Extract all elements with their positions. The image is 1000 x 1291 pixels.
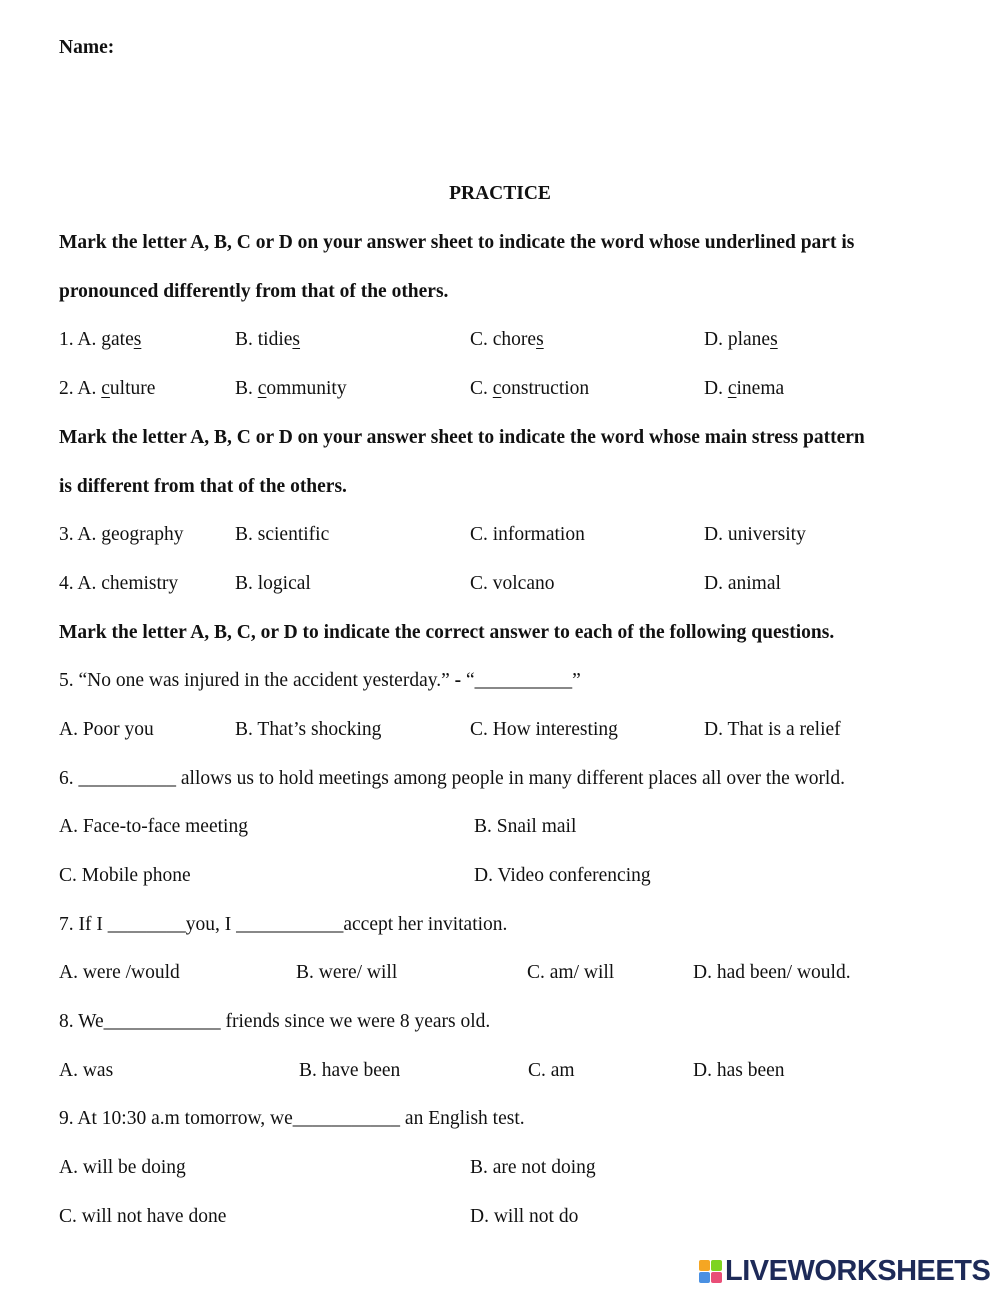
q3-option-a: 3. A. geography [59, 524, 184, 545]
q9-option-a: A. will be doing [59, 1157, 186, 1178]
q4-option-b: B. logical [235, 573, 311, 594]
liveworksheets-logo [699, 1254, 990, 1288]
q6-option-a: A. Face-to-face meeting [59, 816, 248, 837]
q2-option-d: D. cinema [704, 378, 785, 399]
q2-option-a: 2. A. culture [59, 378, 156, 399]
q5-option-d: D. That is a relief [704, 719, 841, 740]
section-2-instruction-line-2: is different from that of the others. [59, 476, 347, 497]
q4-option-d: D. animal [704, 573, 781, 594]
q3-option-c: C. information [470, 524, 585, 545]
q1-option-d: D. planes [704, 329, 778, 350]
question-8-stem: 8. We____________ friends since we were 8 years old. [59, 1011, 491, 1032]
q8-option-c: C. am [528, 1060, 575, 1081]
q2-option-c: C. construction [470, 378, 590, 399]
q4-option-a: 4. A. chemistry [59, 573, 179, 594]
question-6-stem: 6. __________ allows us to hold meetings among people in many different places all over the world. [59, 768, 845, 789]
section-2-instruction-line-1: Mark the letter A, B, C or D on your answer sheet to indicate the word whose main stress pattern [59, 427, 865, 448]
q2-option-b: B. community [235, 378, 347, 399]
q8-option-b: B. have been [299, 1060, 401, 1081]
page-title: PRACTICE [449, 183, 551, 204]
q9-option-c: C. will not have done [59, 1206, 227, 1227]
logo-block-3 [699, 1272, 710, 1283]
q1-option-c: C. chores [470, 329, 544, 350]
logo-blocks-icon [699, 1260, 722, 1283]
q9-option-b: B. are not doing [470, 1157, 596, 1178]
q7-option-a: A. were /would [59, 962, 180, 983]
q5-option-b: B. That’s shocking [235, 719, 382, 740]
logo-block-2 [711, 1260, 722, 1271]
section-1-instruction-line-2: pronounced differently from that of the others. [59, 281, 449, 302]
section-1-instruction-line-1: Mark the letter A, B, C or D on your answer sheet to indicate the word whose underlined part is [59, 232, 855, 253]
q6-option-d: D. Video conferencing [474, 865, 651, 886]
q3-option-d: D. university [704, 524, 806, 545]
question-9-stem: 9. At 10:30 a.m tomorrow, we___________ an English test. [59, 1108, 525, 1129]
q6-option-c: C. Mobile phone [59, 865, 191, 886]
q3-option-b: B. scientific [235, 524, 330, 545]
q7-option-b: B. were/ will [296, 962, 398, 983]
question-5-stem: 5. “No one was injured in the accident yesterday.” - “__________” [59, 670, 581, 691]
logo-text: LIVEWORKSHEETS [725, 1254, 991, 1287]
name-label: Name: [59, 37, 115, 58]
q6-option-b: B. Snail mail [474, 816, 577, 837]
q5-option-a: A. Poor you [59, 719, 154, 740]
q1-option-a: 1. A. gates [59, 329, 142, 350]
question-7-stem: 7. If I ________you, I ___________accept her invitation. [59, 914, 508, 935]
q7-option-d: D. had been/ would. [693, 962, 851, 983]
q8-option-a: A. was [59, 1060, 114, 1081]
section-3-instruction: Mark the letter A, B, C, or D to indicate the correct answer to each of the following questions. [59, 622, 835, 643]
q5-option-c: C. How interesting [470, 719, 618, 740]
q1-option-b: B. tidies [235, 329, 301, 350]
logo-block-4 [711, 1272, 722, 1283]
q9-option-d: D. will not do [470, 1206, 579, 1227]
q8-option-d: D. has been [693, 1060, 785, 1081]
logo-block-1 [699, 1260, 710, 1271]
q7-option-c: C. am/ will [527, 962, 615, 983]
q4-option-c: C. volcano [470, 573, 555, 594]
